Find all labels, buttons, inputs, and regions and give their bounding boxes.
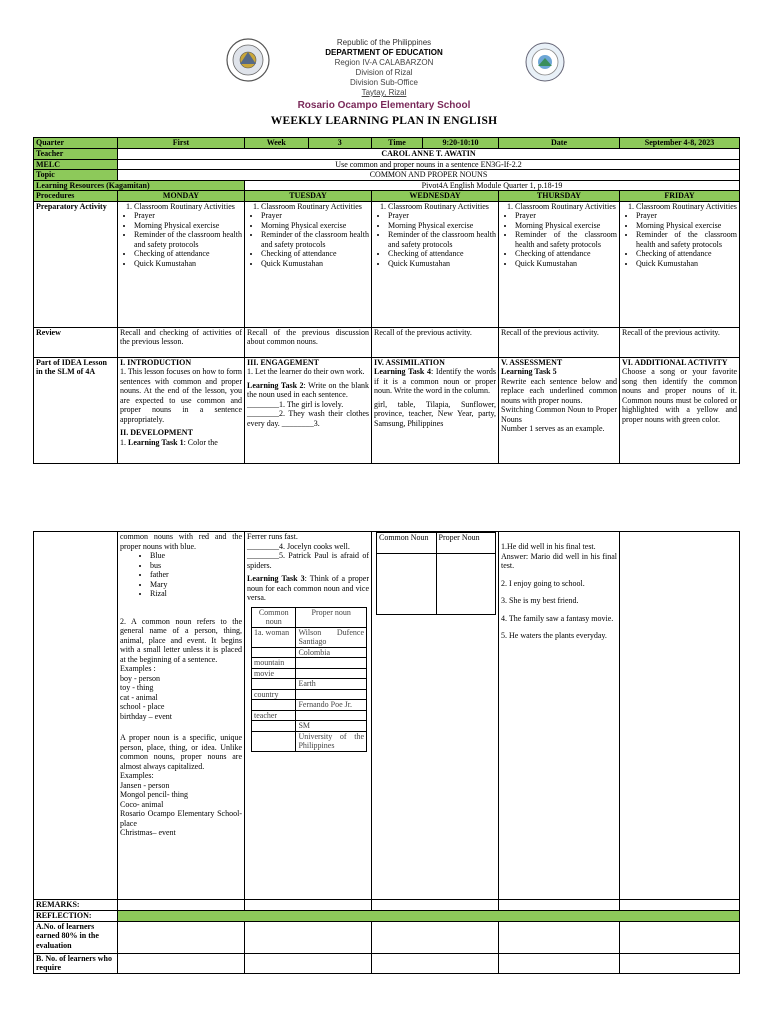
paragraph: 2. A common noun refers to the general name of a person, thing, animal, place and event. It begins with a small letter unless it is placed at the beginning of a sentence. [120,616,242,664]
week-value: 3 [337,138,342,147]
procedures-header: Procedures [34,191,118,202]
example-item: birthday – event [120,711,172,721]
list-item: • Reminder of the classroom health and safety protocols [388,230,496,249]
reflection-bar [118,911,740,922]
table-cell [296,668,367,679]
table-row [252,710,367,721]
table-cell: University of the Philippines [296,731,367,751]
list-item: • Reminder of the classroom health and safety protocols [261,230,369,249]
day-header-friday: FRIDAY [620,191,740,202]
region-text: Region IV-A CALABARZON [334,58,434,67]
reflection-label: REFLECTION: [34,911,118,922]
examples-label: Examples : [120,664,156,673]
examples-list [120,674,242,722]
task-label: Learning Task 2 [247,380,304,390]
division-text: Division of Rizal [355,68,413,77]
list-item: • Prayer [134,211,242,221]
preparatory-label: Preparatory Activity [34,201,118,327]
resources-label: Learning Resources (Kagamitan) [34,180,245,191]
examples-list [120,781,242,838]
example-item: school - place [120,702,165,711]
document-title: WEEKLY LEARNING PLAN IN ENGLISH [270,115,498,127]
examples-label: Examples: [120,771,154,780]
text-span: : Identify the words if it is a common noun or proper noun. Write the word in the column. [374,367,497,395]
sentence-item: ________4. Jocelyn cooks well. [247,541,350,551]
quarter-value: First [118,138,245,149]
paragraph: common nouns with red and the proper nouns with blue. [120,532,242,551]
learners-require-cell [118,953,245,973]
paragraph: 1. Let the learner do their own work. [247,367,365,376]
paragraph: Switching Common Noun to Proper Nouns [501,405,617,424]
section-heading: VI. ADDITIONAL ACTIVITY [622,357,728,367]
table-cell: movie [252,668,296,679]
sub-office-text: Division Sub-Office [350,78,418,87]
time-cell [372,138,499,149]
idea-monday [118,357,245,463]
word-list: girl, table, Tilapia, Sunflower, province, teacher, New Year, party, Samsung, Philippines [374,399,496,428]
document-header [0,0,768,135]
table-cell: country [252,689,296,700]
list-item: • Reminder of the classroom health and safety protocols [636,230,737,249]
idea-thursday [499,357,620,463]
table-cell [252,700,296,711]
cont-wednesday [372,532,499,900]
table-row [252,679,367,690]
table-cell: mountain [252,658,296,669]
paragraph [247,574,369,603]
learners-80-cell [372,921,499,953]
teacher-value: CAROL ANNE T. AWATIN [118,149,740,160]
remarks-cell [372,900,499,911]
sentence-item: ________2. They wash their clothes every day. ________3. [247,409,369,428]
prep-thursday [499,201,620,327]
republic-text: Republic of the Philippines [336,38,432,47]
learners-require-cell [245,953,372,973]
list-item: • Reminder of the classroom health and safety protocols [134,230,242,249]
learners-80-cell [245,921,372,953]
table-row [252,668,367,679]
weekly-plan-table [33,137,740,464]
example-item: Mongol pencil- thing [120,790,188,799]
word-item: • father [150,570,242,580]
list-item: • Reminder of the classroom health and safety protocols [515,230,617,249]
cont-tuesday [245,532,372,900]
division-seal-icon [525,42,565,82]
table-row [252,689,367,700]
sentence-item: Ferrer runs fast. [247,532,298,541]
paragraph: A proper noun is a specific, unique person, place, thing, or idea. Unlike common nouns, proper nouns are almost always capitalized. [120,733,242,771]
example-item: Christmas– event [120,828,176,837]
task-label: Learning Task 4 [374,367,431,376]
list-item: • Prayer [515,211,617,221]
section-heading: III. ENGAGEMENT [247,357,320,367]
table-cell: Wilson Dufence Santiago [296,627,367,647]
paragraph: Choose a song or your favorite song then identify the common nouns and proper nouns of it. Common nouns must be colored or highlighted with a yellow and proper nouns with green color. [622,367,737,424]
word-item: • Mary [150,580,242,590]
remarks-label: REMARKS: [34,900,118,911]
table-cell [252,731,296,751]
list-item: • Prayer [388,211,496,221]
proper-noun-answer-cell [436,554,496,615]
table-cell: Fernando Poe Jr. [296,700,367,711]
word-item: • bus [150,561,242,571]
list-item: • Prayer [261,211,369,221]
teacher-label: Teacher [34,149,118,160]
example-item: cat - animal [120,692,158,702]
list-item: 1. Classroom Routinary Activities [261,202,369,212]
paragraph [247,381,369,400]
learners-80-cell [620,921,740,953]
table-cell: 1a. woman [252,627,296,647]
section-heading: IV. ASSIMILATION [374,357,445,367]
prep-tuesday [245,201,372,327]
resources-value: Pivot4A English Module Quarter 1, p.18-19 [245,180,740,191]
table-header: Proper noun [296,607,367,627]
table-row [252,627,367,647]
cont-monday [118,532,245,900]
task-label: Learning Task 5 [501,367,557,376]
school-name: Rosario Ocampo Elementary School [297,100,471,111]
learners-require-cell [499,953,620,973]
list-item: • Morning Physical exercise [134,221,242,231]
list-item: • Checking of attendance [636,249,737,259]
review-monday: Recall and checking of activities of the previous lesson. [118,327,245,357]
list-item: • Quick Kumustahan [261,259,369,269]
town-text: Taytay, Rizal [361,88,407,97]
department-text: DEPARTMENT OF EDUCATION [325,48,443,57]
review-thursday: Recall of the previous activity. [499,327,620,357]
review-tuesday: Recall of the previous discussion about common nouns. [245,327,372,357]
learners-80-cell [499,921,620,953]
paragraph [374,367,496,396]
list-item: • Prayer [636,211,737,221]
table-row [252,721,367,732]
list-item: • Checking of attendance [515,249,617,259]
table-cell: Earth [296,679,367,690]
paragraph: Rewrite each sentence below and replace each underlined common nouns with proper nouns. [501,376,617,405]
list-item: • Quick Kumustahan [515,259,617,269]
example-item: Jansen - person [120,780,170,790]
paragraph [120,438,242,448]
table-cell [296,710,367,721]
example-item: Rosario Ocampo Elementary School- place [120,809,242,828]
week-cell [245,138,372,149]
review-friday: Recall of the previous activity. [620,327,740,357]
review-wednesday: Recall of the previous activity. [372,327,499,357]
remarks-cell [118,900,245,911]
table-cell [252,679,296,690]
task-label: Learning Task 3 [247,574,305,583]
quarter-label: Quarter [34,138,118,149]
list-item: • Morning Physical exercise [515,221,617,231]
list-item: • Checking of attendance [134,249,242,259]
common-noun-column-header: Common Noun [377,533,437,554]
prep-wednesday [372,201,499,327]
list-item: • Checking of attendance [261,249,369,259]
learners-80-label: A.No. of learners earned 80% in the evaluation [34,921,118,953]
word-item: • Rizal [150,589,242,599]
date-value: September 4-8, 2023 [620,138,740,149]
time-label: Time [372,138,423,148]
proper-noun-column-header: Proper Noun [436,533,496,554]
learning-task-3-table [251,607,367,752]
idea-tuesday [245,357,372,463]
sentence-item: 2. I enjoy going to school. [501,578,585,588]
list-item: • Morning Physical exercise [261,221,369,231]
learners-require-cell [372,953,499,973]
remarks-cell [245,900,372,911]
paragraph: 1. This lesson focuses on how to form sentences with common and proper nouns. At the end of the lesson, you are expected to use common and proper nouns in a sentence appropriately. [120,367,242,424]
sentence-item: ________1. The girl is lovely. [247,399,344,409]
prep-friday [620,201,740,327]
list-item: • Morning Physical exercise [636,221,737,231]
remarks-cell [499,900,620,911]
list-item: 1. Classroom Routinary Activities [636,202,737,212]
day-header-thursday: THURSDAY [499,191,620,202]
table-cell: SM [296,721,367,732]
sentence-item: 4. The family saw a fantasy movie. [501,613,614,623]
review-label: Review [34,327,118,357]
melc-label: MELC [34,159,118,170]
topic-label: Topic [34,170,118,181]
table-header: Common noun [252,607,296,627]
table-row [252,731,367,751]
section-heading: I. INTRODUCTION [120,357,192,367]
word-list [120,551,242,599]
prep-monday [118,201,245,327]
learners-require-label: B. No. of learners who require [34,953,118,973]
day-header-monday: MONDAY [118,191,245,202]
sentence-item: 1.He did well in his final test. [501,542,596,551]
paragraph: Number 1 serves as an example. [501,424,605,433]
table-cell [252,647,296,658]
list-item: • Quick Kumustahan [636,259,737,269]
table-cell: Colombia [296,647,367,658]
topic-value: COMMON AND PROPER NOUNS [118,170,740,181]
weekly-plan-table-continued [33,531,740,974]
cont-thursday [499,532,620,900]
list-item: 1. Classroom Routinary Activities [388,202,496,212]
date-label: Date [499,138,620,149]
example-item: boy - person [120,673,160,683]
sentence-item: 5. He waters the plants everyday. [501,631,607,640]
table-cell [252,721,296,732]
list-item: 1. Classroom Routinary Activities [515,202,617,212]
list-item: • Morning Physical exercise [388,221,496,231]
sentence-item: Answer: Mario did well in his final test. [501,551,617,570]
table-cell [296,689,367,700]
section-heading: II. DEVELOPMENT [120,428,193,437]
learners-80-cell [118,921,245,953]
word-item: • Blue [150,551,242,561]
sentence-item: ________5. Patrick Paul is afraid of spiders. [247,551,369,570]
task-label: Learning Task 1 [128,437,184,447]
learners-require-cell [620,953,740,973]
table-cell: teacher [252,710,296,721]
table-cell [296,658,367,669]
list-item: • Checking of attendance [388,249,496,259]
idea-wednesday [372,357,499,463]
common-noun-answer-cell [377,554,437,615]
example-item: toy - thing [120,683,154,692]
cont-friday [620,532,740,900]
list-item: • Quick Kumustahan [134,259,242,269]
list-item: 1. Classroom Routinary Activities [134,202,242,212]
example-item: Coco- animal [120,799,164,809]
idea-friday [620,357,740,463]
idea-label: Part of IDEA Lesson in the SLM of 4A [34,357,118,463]
sentence-item: 3. She is my best friend. [501,596,579,605]
noun-columns-table [376,532,496,615]
list-item: • Quick Kumustahan [388,259,496,269]
day-header-tuesday: TUESDAY [245,191,372,202]
text-span: : Write on the blank the noun used in each sentence. [247,380,369,399]
section-heading: V. ASSESSMENT [501,357,563,367]
remarks-cell [620,900,740,911]
text-span: 1. [120,437,128,447]
week-label: Week [245,138,309,148]
melc-value: Use common and proper nouns in a sentence EN3G-If-2.2 [118,159,740,170]
table-row [252,647,367,658]
text-span: : Color the [183,437,218,447]
text-span: : Think of a proper noun for each common noun and vice versa. [247,574,369,602]
day-header-wednesday: WEDNESDAY [372,191,499,202]
continued-label-cell [34,532,118,900]
table-row [252,658,367,669]
table-row [252,700,367,711]
time-value: 9:20-10:10 [442,138,479,147]
